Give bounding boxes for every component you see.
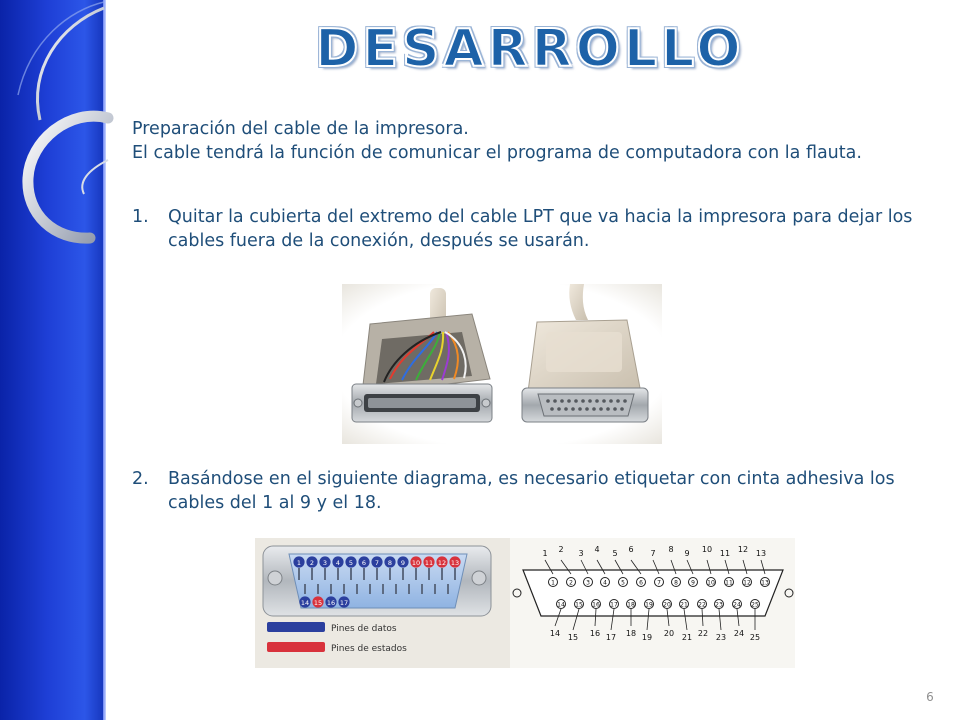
svg-text:6: 6	[361, 559, 367, 567]
left-pin-top-1	[293, 556, 304, 567]
svg-text:17: 17	[605, 633, 617, 642]
legend-label-status: Pines de estados	[331, 644, 407, 654]
schematic-pin-bottom-25	[750, 600, 760, 643]
step-2-text: Basándose en el siguiente diagrama, es necesario etiquetar con cinta adhesiva los cables del 1 al 9 y el 18.	[168, 469, 895, 513]
cable-photo	[342, 284, 662, 444]
left-pin-bottom-17	[338, 596, 349, 607]
svg-text:12: 12	[737, 545, 749, 554]
svg-text:2: 2	[309, 559, 315, 567]
svg-text:17: 17	[610, 601, 618, 609]
left-pin-top-13	[449, 556, 460, 567]
svg-text:20: 20	[663, 601, 671, 609]
left-pin-bottom-16	[325, 596, 336, 607]
left-pin-bottom-14	[299, 596, 310, 607]
left-pin-top-3	[319, 556, 330, 567]
left-pin-bottom-15	[312, 596, 323, 607]
ring-arc-small	[82, 160, 108, 194]
svg-text:2: 2	[558, 545, 564, 554]
intro-line-2: El cable tendrá la función de comunicar el programa de computadora con la flauta.	[132, 143, 862, 163]
svg-text:5: 5	[612, 549, 618, 558]
svg-text:12: 12	[437, 559, 447, 567]
step-2	[132, 467, 932, 515]
schematic-pin-bottom-22	[698, 600, 709, 639]
svg-text:9: 9	[691, 579, 695, 587]
svg-text:15: 15	[567, 633, 579, 642]
left-pin-top-2	[306, 556, 317, 567]
svg-text:17: 17	[339, 599, 349, 607]
svg-text:1: 1	[296, 559, 302, 567]
legend-swatch-data	[267, 622, 325, 632]
svg-text:8: 8	[387, 559, 393, 567]
decorative-rings	[0, 0, 140, 260]
svg-text:6: 6	[639, 579, 643, 587]
svg-text:9: 9	[684, 549, 690, 558]
svg-text:7: 7	[657, 579, 661, 587]
left-pin-top-11	[423, 556, 434, 567]
svg-text:3: 3	[322, 559, 328, 567]
page-number: 6	[926, 690, 934, 704]
svg-text:15: 15	[575, 601, 583, 609]
svg-text:21: 21	[680, 601, 688, 609]
svg-text:21: 21	[681, 633, 693, 642]
svg-text:19: 19	[641, 633, 653, 642]
intro-text	[132, 117, 944, 165]
svg-text:13: 13	[761, 579, 769, 587]
left-pin-top-12	[436, 556, 447, 567]
schematic-pin-bottom-16	[590, 600, 601, 639]
svg-text:14: 14	[557, 601, 565, 609]
svg-text:3: 3	[586, 579, 590, 587]
left-pin-top-10	[410, 556, 421, 567]
schematic-pin-bottom-18	[626, 600, 636, 639]
svg-text:5: 5	[621, 579, 625, 587]
svg-text:13: 13	[755, 549, 767, 558]
svg-text:25: 25	[749, 633, 761, 642]
legend-label-data: Pines de datos	[331, 624, 397, 634]
svg-text:7: 7	[650, 549, 656, 558]
connector-schematic	[513, 545, 793, 642]
left-pin-top-4	[332, 556, 343, 567]
svg-text:4: 4	[594, 545, 600, 554]
ring-arc-large	[28, 116, 108, 238]
svg-text:10: 10	[707, 579, 715, 587]
svg-text:24: 24	[733, 601, 741, 609]
ring-arc-top	[37, 8, 104, 120]
pinout-diagram	[255, 538, 795, 668]
svg-text:14: 14	[300, 599, 310, 607]
svg-text:7: 7	[374, 559, 380, 567]
svg-text:13: 13	[450, 559, 460, 567]
left-pin-top-9	[397, 556, 408, 567]
svg-text:4: 4	[335, 559, 341, 567]
svg-text:1: 1	[551, 579, 555, 587]
ring-arc-thin	[18, 2, 104, 95]
left-pin-top-8	[384, 556, 395, 567]
svg-text:20: 20	[663, 629, 675, 638]
svg-text:8: 8	[674, 579, 678, 587]
svg-text:19: 19	[645, 601, 653, 609]
svg-text:9: 9	[400, 559, 406, 567]
connector-photo	[263, 546, 491, 616]
svg-text:12: 12	[743, 579, 751, 587]
svg-text:16: 16	[326, 599, 336, 607]
slide-title: DESARROLLO	[315, 19, 745, 79]
svg-text:16: 16	[592, 601, 600, 609]
svg-text:8: 8	[668, 545, 674, 554]
svg-text:10: 10	[701, 545, 713, 554]
svg-text:18: 18	[625, 629, 637, 638]
svg-text:16: 16	[589, 629, 601, 638]
svg-text:5: 5	[348, 559, 354, 567]
svg-text:10: 10	[411, 559, 421, 567]
svg-text:25: 25	[751, 601, 759, 609]
svg-text:18: 18	[627, 601, 635, 609]
step-1-number: 1.	[132, 207, 149, 227]
intro-line-1: Preparación del cable de la impresora.	[132, 119, 469, 139]
svg-text:3: 3	[578, 549, 584, 558]
left-pin-top-6	[358, 556, 369, 567]
svg-text:11: 11	[719, 549, 731, 558]
svg-text:23: 23	[715, 633, 727, 642]
svg-text:11: 11	[424, 559, 434, 567]
svg-text:4: 4	[603, 579, 607, 587]
step-1	[132, 205, 932, 253]
svg-text:2: 2	[569, 579, 573, 587]
step-1-text: Quitar la cubierta del extremo del cable LPT que va hacia la impresora para dejar los cables fuera de la conexión, después se usarán.	[168, 207, 913, 251]
step-2-number: 2.	[132, 469, 149, 489]
svg-text:15: 15	[313, 599, 323, 607]
legend-swatch-status	[267, 642, 325, 652]
svg-text:22: 22	[697, 629, 709, 638]
svg-text:22: 22	[698, 601, 706, 609]
left-pin-top-7	[371, 556, 382, 567]
svg-text:6: 6	[628, 545, 634, 554]
svg-text:1: 1	[542, 549, 548, 558]
svg-text:11: 11	[725, 579, 733, 587]
svg-text:23: 23	[715, 601, 723, 609]
svg-text:14: 14	[549, 629, 561, 638]
left-pin-top-5	[345, 556, 356, 567]
svg-text:24: 24	[733, 629, 745, 638]
